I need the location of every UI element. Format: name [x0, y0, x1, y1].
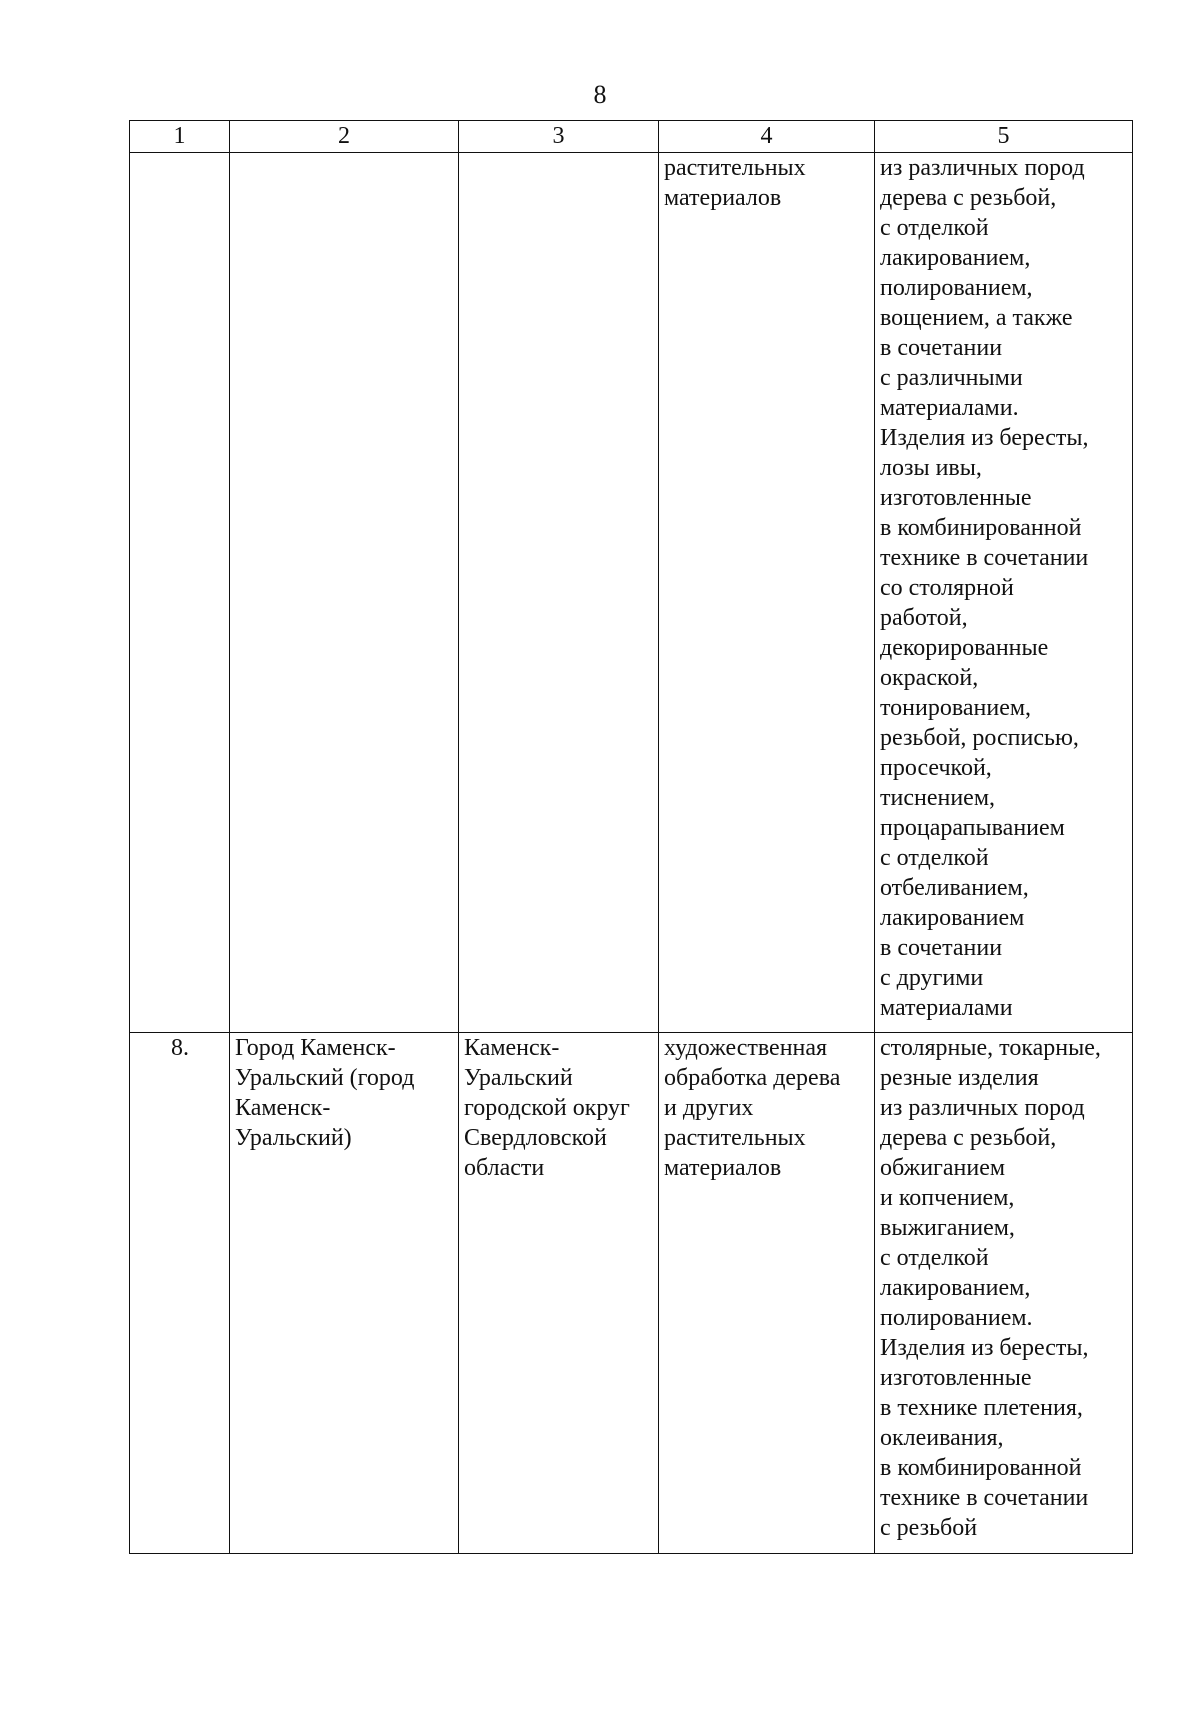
locality-cell	[230, 153, 459, 1033]
row-number-cell	[130, 153, 230, 1033]
column-header-5: 5	[875, 121, 1133, 153]
municipality-cell	[459, 153, 659, 1033]
craft-type-cell: художественная обработка дерева и других растительных материалов	[659, 1033, 875, 1554]
column-header-1: 1	[130, 121, 230, 153]
products-cell: из различных пород дерева с резьбой, с отделкой лакированием, полированием, вощением, а также в сочетании с различными материалами. Изделия из бересты, лозы ивы, изготовленные в комбинированной технике в сочетании со столярной работой, декорированные окраской, тонированием, резьбой, росписью, просечкой, тиснением, процарапыванием с отделкой отбеливанием, лакированием в сочетании с другими материалами	[875, 153, 1133, 1033]
table-row	[130, 153, 1133, 1033]
row-number-cell: 8.	[130, 1033, 230, 1554]
column-header-4: 4	[659, 121, 875, 153]
locality-cell: Город Каменск- Уральский (город Каменск- Уральский)	[230, 1033, 459, 1554]
crafts-registry-table	[129, 120, 1133, 1554]
column-header-3: 3	[459, 121, 659, 153]
products-cell: столярные, токарные, резные изделия из различных пород дерева с резьбой, обжиганием и копчением, выжиганием, с отделкой лакированием, полированием. Изделия из бересты, изготовленные в технике плетения, оклеивания, в комбинированной технике в сочетании с резьбой	[875, 1033, 1133, 1554]
header-row	[130, 121, 1133, 153]
municipality-cell: Каменск- Уральский городской округ Свердловской области	[459, 1033, 659, 1554]
table-row	[130, 1033, 1133, 1554]
column-header-2: 2	[230, 121, 459, 153]
page-number: 8	[593, 80, 607, 109]
craft-type-cell: растительных материалов	[659, 153, 875, 1033]
